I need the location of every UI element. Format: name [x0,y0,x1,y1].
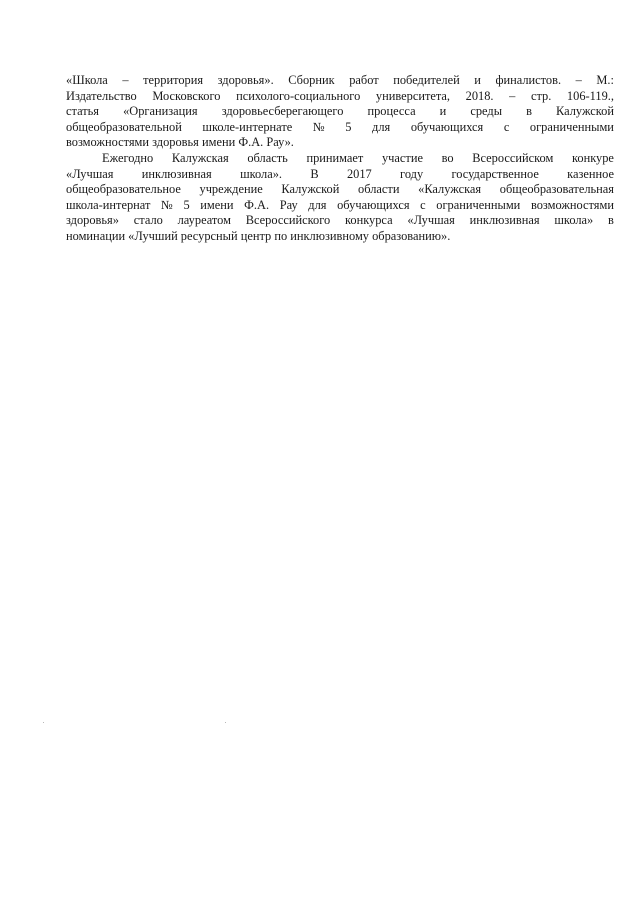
word: № [312,119,325,134]
word: Московского [152,88,221,103]
word: школа» [554,213,594,228]
word: процесса [367,104,416,119]
word: стр. [530,88,552,103]
word: В [310,166,319,181]
word: Калужской [281,182,340,197]
text-line [66,120,614,136]
word: Ф.А. [244,197,270,212]
word: с [420,197,426,212]
word: возможностями здоровья имени Ф.А. Рау». [66,135,294,150]
word: среды [470,104,503,119]
word: в [608,213,614,228]
word: психолого-социального [236,88,361,103]
paragraph-bibliography [66,73,614,151]
word: с [503,119,510,134]
word: области [358,182,400,197]
text-line [66,213,614,229]
word: «Лучшая [407,213,455,228]
word: номинации «Лучший ресурсный центр по инклюзивному образованию». [66,228,451,243]
text-line [66,104,614,120]
word: – [575,73,582,87]
scan-artifact-dot [43,722,44,723]
text-line [66,167,614,183]
word: Ежегодно [102,150,154,165]
scan-artifact-dot [225,722,226,723]
word: школа-интернат [66,197,151,212]
word: участие [381,150,423,165]
word: году [400,166,424,181]
word: в [526,104,532,119]
word: и [474,73,481,87]
word: 5 [345,119,352,134]
word: государственное [451,166,539,181]
word: Всероссийского [245,213,331,228]
word: во [441,150,454,165]
word: Сборник [288,73,335,87]
word: конкуре [571,150,614,165]
word: ограниченными [529,119,614,134]
word: победителей [393,73,460,87]
word: для [372,119,391,134]
word: «Школа [66,73,108,87]
word: университета, [375,88,451,103]
word: для [308,197,327,212]
word: ограниченными [436,197,521,212]
word: М.: [596,73,614,87]
word: стало [133,213,163,228]
word: «Организация [123,104,198,119]
paragraph-contest [66,151,614,245]
word: Калужской [556,104,614,119]
word: обучающихся [410,119,484,134]
word: инклюзивная [469,213,540,228]
word: здоровьесберегающего [221,104,344,119]
word: финалистов. [495,73,562,87]
word: конкурса [344,213,393,228]
word: казенное [567,166,614,181]
word: общеобразовательная [499,182,614,197]
text-line [66,135,614,151]
word: общеобразовательной [66,119,182,134]
word: 106-119., [566,88,614,103]
word: «Лучшая [66,166,114,181]
word: учреждение [199,182,263,197]
word: территория [143,73,204,87]
word: и [439,104,447,119]
word: – [122,73,129,87]
word: принимает [306,150,364,165]
text-line [66,73,614,89]
word: 2017 [346,166,372,181]
word: школе-интернате [202,119,293,134]
word: здоровья» [66,213,119,228]
word: № [161,197,173,212]
body-text [66,73,614,245]
word: – [509,88,516,103]
word: область [247,150,288,165]
word: статья [66,104,100,119]
word: 5 [183,197,190,212]
word: Калужская [171,150,229,165]
text-line [66,182,614,198]
word: имени [200,197,234,212]
word: школа». [240,166,283,181]
text-line [66,151,614,167]
word: Издательство [66,88,137,103]
word: общеобразовательное [66,182,181,197]
word: лауреатом [177,213,231,228]
text-line [66,229,614,245]
word: обучающихся [337,197,410,212]
word: инклюзивная [141,166,212,181]
word: здоровья». [217,73,274,87]
word: Рау [279,197,298,212]
word: работ [349,73,379,87]
text-line [66,89,614,105]
word: 2018. [465,88,494,103]
text-line [66,198,614,214]
word: возможностями [530,197,614,212]
word: Всероссийском [472,150,554,165]
word: «Калужская [418,182,482,197]
